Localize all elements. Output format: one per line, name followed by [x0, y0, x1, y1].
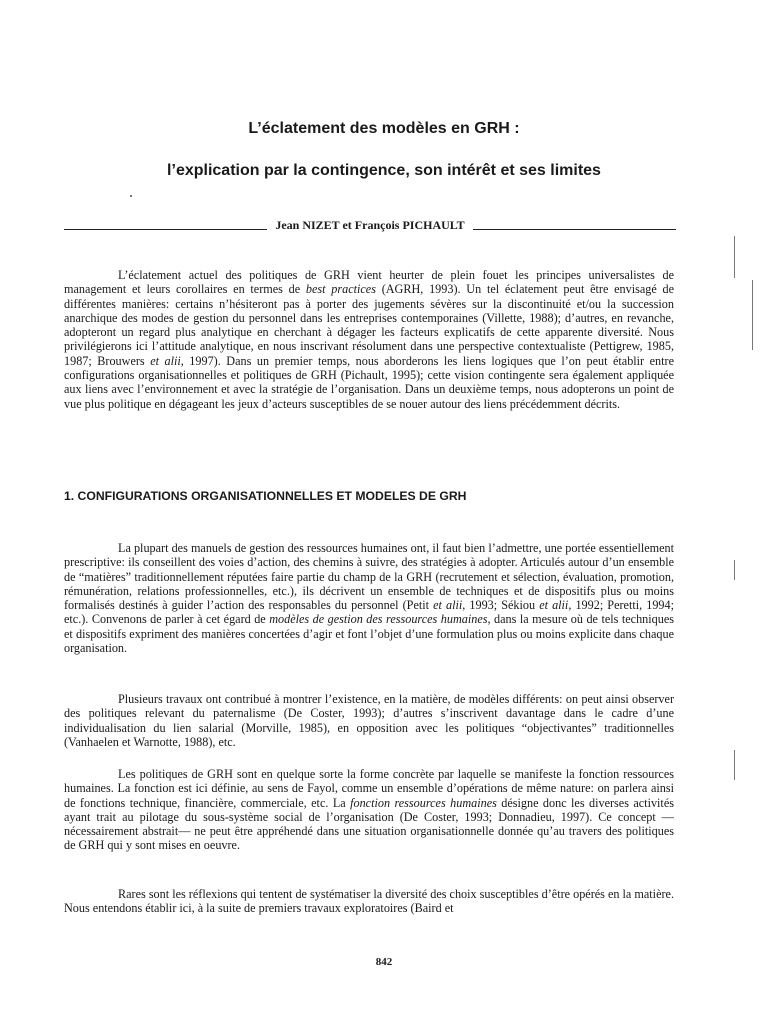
paragraph-choices: Rares sont les réflexions qui tentent de systématiser la diversité des choix susceptibles d’être opérés en la matière. Nous entendons établir ici, à la suite de premiers travaux exploratoires (Baird et — [64, 887, 674, 916]
authors: Jean NIZET et François PICHAULT — [275, 218, 465, 232]
paragraph-manuals — [64, 541, 674, 655]
page-number: 842 — [375, 956, 393, 968]
section-heading: 1. CONFIGURATIONS ORGANISATIONNELLES ET MODELES DE GRH — [64, 489, 467, 503]
scan-artifact — [734, 560, 735, 580]
para-a-italic-3: modèles de gestion des ressources humaines — [269, 612, 488, 627]
intro-text-2: (AGRH, 1993). Un tel éclatement peut être envisagé de différentes manières: certains n’hésiteront pas à porter des jugements sévères sur la discontinuité et/ou la succession anarchique des modes de gestion du personnel dans les entreprises contemporaines (Villette, 1988); d’autres, en revanche, adopteront un regard plus analytique en cherchant à dégager les facteurs explicatifs de cette apparente diversité. Nous privilégierons ici l’attitude analytique, en nous inscrivant résolument dans une perspective contextualiste (Pettigrew, 1985, 1987; Brouwers — [64, 282, 674, 368]
para-a-text-1: La plupart des manuels de gestion des ressources humaines ont, il faut bien l’admettre, une portée essentiellement prescriptive: ils conseillent des voies d’action, des chemins à suivre, des stratégies à adopter. Articulés autour d’un ensemble de “matières” traditionnellement réputées faire partie du champ de la GRH (recrutement et sélection, évaluation, promotion, rémunération, relations professionnelles, etc.), ils décrivent un ensemble de techniques et de dispositifs plus ou moins formalisés destinés à guider l’action des responsables du personnel (Petit — [64, 541, 674, 613]
para-a-text-2: , 1993; Sékiou — [462, 598, 540, 613]
para-c-text-1: Les politiques de GRH sont en quelque sorte la forme concrète par laquelle se manifeste la fonction ressources humaines. La fonction est ici définie, au sens de Fayol, comme un ensemble d’opérations de même nature: on parlera ainsi de fonctions technique, financière, commerciale, etc. La — [64, 767, 674, 810]
scan-artifact — [130, 195, 132, 197]
left-rule — [64, 229, 267, 230]
scan-artifact — [734, 750, 735, 780]
intro-italic-1: best practices — [305, 282, 376, 297]
intro-paragraph — [64, 268, 674, 411]
intro-text-1: L’éclatement actuel des politiques de GRH vient heurter de plein fouet les principes universalistes de management et leurs corollaires en termes de — [64, 268, 674, 297]
right-rule — [473, 229, 676, 230]
para-c-text-2: désigne donc les diverses activités ayant trait au pilotage du sous-système social de l’organisation (De Coster, 1993; Donnadieu, 1997). Ce concept —nécessairement abstrait— ne peut être appréhendé dans une situation organisationnelle donnée qu’au travers des politiques de GRH qui y sont mises en oeuvre. — [64, 795, 674, 853]
para-a-text-4: , dans la mesure où de tels techniques et dispositifs expriment des manières concertées d’agir et font l’objet d’une formulation plus ou moins explicite dans chaque organisation. — [64, 612, 674, 656]
paragraph-models: Plusieurs travaux ont contribué à montrer l’existence, en la matière, de modèles différents: on peut ainsi observer des politiques relevant du paternalisme (De Coster, 1993); d’autres s’inscrivent davantage dans le cadre d’une individualisation du lien salarial (Morville, 1985), en opposition avec les politiques “objectivantes” traditionnelles (Vanhaelen et Warnotte, 1988), etc. — [64, 692, 674, 749]
scan-artifact — [734, 236, 735, 278]
para-a-text-3: , 1992; Peretti, 1994; etc.). Convenons de parler à cet égard de — [64, 598, 675, 627]
para-c-italic-1: fonction ressources humaines — [350, 795, 497, 810]
title-line-2: l’explication par la contingence, son intérêt et ses limites — [167, 162, 601, 179]
authors-line — [64, 218, 676, 233]
para-a-italic-1: et alii — [433, 598, 463, 613]
scan-artifact — [752, 280, 753, 350]
title-line-1: L’éclatement des modèles en GRH : — [248, 120, 520, 137]
intro-text-3: , 1997). Dans un premier temps, nous aborderons les liens logiques que l’on peut établir entre configurations organisationnelles et politiques de GRH (Pichault, 1995); cette vision contingente sera également appliquée aux liens avec l’environnement et avec la stratégie de l’organisation. Dans un deuxième temps, nous adopterons un point de vue plus politique en dégageant les jeux d’acteurs susceptibles de se nouer autour des liens précédemment décrits. — [64, 353, 674, 411]
intro-italic-2: et alii — [150, 353, 181, 368]
paragraph-function — [64, 767, 674, 853]
para-a-italic-2: et alii — [539, 598, 569, 613]
